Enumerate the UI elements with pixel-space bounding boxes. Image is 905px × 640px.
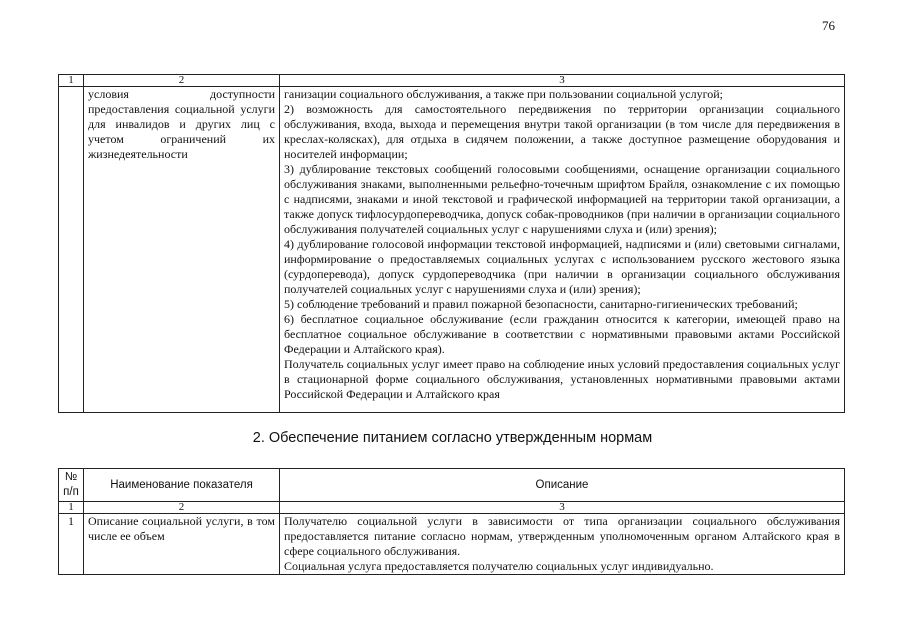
indicator-name-cell: Описание социальной услуги, в том числе ее объем [84,514,280,575]
column-number: 2 [84,502,280,514]
column-number-row [59,502,845,514]
description-cell [280,87,845,413]
header-description: Описание [280,469,845,502]
description-cell [280,514,845,575]
nutrition-table [58,468,845,575]
column-number: 1 [59,75,84,87]
header-name: Наименование показателя [84,469,280,502]
table-row [59,87,845,413]
description-paragraph: 4) дублирование голосовой информации текстовой информацией, надписями и (или) световыми сигналами, информирование о предоставляемых социальных услугах с использованием русского жестового языка (сурдоперевода), допуск сурдопереводчика (при наличии в организации социального обслуживания получателей социальных услуг с нарушениями слуха и (или) зрения); [284,237,840,296]
row-number-cell [59,87,84,413]
indicator-name-cell: условия доступности предоставления социальной услуги для инвалидов и других лиц с учетом ограничений их жизнедеятельности [84,87,280,413]
description-paragraph: 5) соблюдение требований и правил пожарной безопасности, санитарно-гигиенических требований; [284,297,798,311]
column-number: 3 [280,502,845,514]
services-table-continued [58,74,845,413]
column-number: 2 [84,75,280,87]
header-num: № п/п [59,469,84,502]
description-paragraph: 2) возможность для самостоятельного передвижения по территории организации социального обслуживания, входа, выхода и перемещения внутри такой организации (в том числе для передвижения в креслах-колясках), для отдыха в сидячем положении, а также доступное размещение оборудования и носителей информации; [284,102,840,161]
description-paragraph: 3) дублирование текстовых сообщений голосовыми сообщениями, оснащение организации социального обслуживания знаками, выполненными рельефно-точечным шрифтом Брайля, ознакомление с их помощью с надписями, знаками и иной текстовой и графической информацией на территории такой организации, а также допуск тифлосурдопереводчика, допуск собак-проводников (при наличии в организации социального обслуживания получателей социальных услуг с нарушениями слуха и (или) зрения); [284,162,840,236]
description-paragraph: 6) бесплатное социальное обслуживание (если гражданин относится к категории, имеющей право на бесплатное социальное обслуживание в соответствии с нормативными правовыми актами Российской Федерации и Алтайского края). [284,312,840,356]
description-paragraph: Получатель социальных услуг имеет право на соблюдение иных условий предоставления социальных услуг в стационарной форме социального обслуживания, установленных нормативными правовыми актами Российской Федерации и Алтайского края [284,357,840,401]
row-number-cell: 1 [59,514,84,575]
column-number: 3 [280,75,845,87]
page-number: 76 [822,18,835,33]
header-row [59,469,845,502]
description-paragraph: Социальная услуга предоставляется получателю социальных услуг индивидуально. [284,559,714,573]
description-paragraph: ганизации социального обслуживания, а также при пользовании социальной услугой; [284,87,723,101]
section-title: 2. Обеспечение питанием согласно утвержденным нормам [252,430,653,446]
table-row [59,514,845,575]
description-paragraph: Получателю социальной услуги в зависимости от типа организации социального обслуживания предоставляется питание согласно нормам, утвержденным уполномоченным органом Алтайского края в сфере социального обслуживания. [284,514,840,558]
column-number-row [59,75,845,87]
column-number: 1 [59,502,84,514]
